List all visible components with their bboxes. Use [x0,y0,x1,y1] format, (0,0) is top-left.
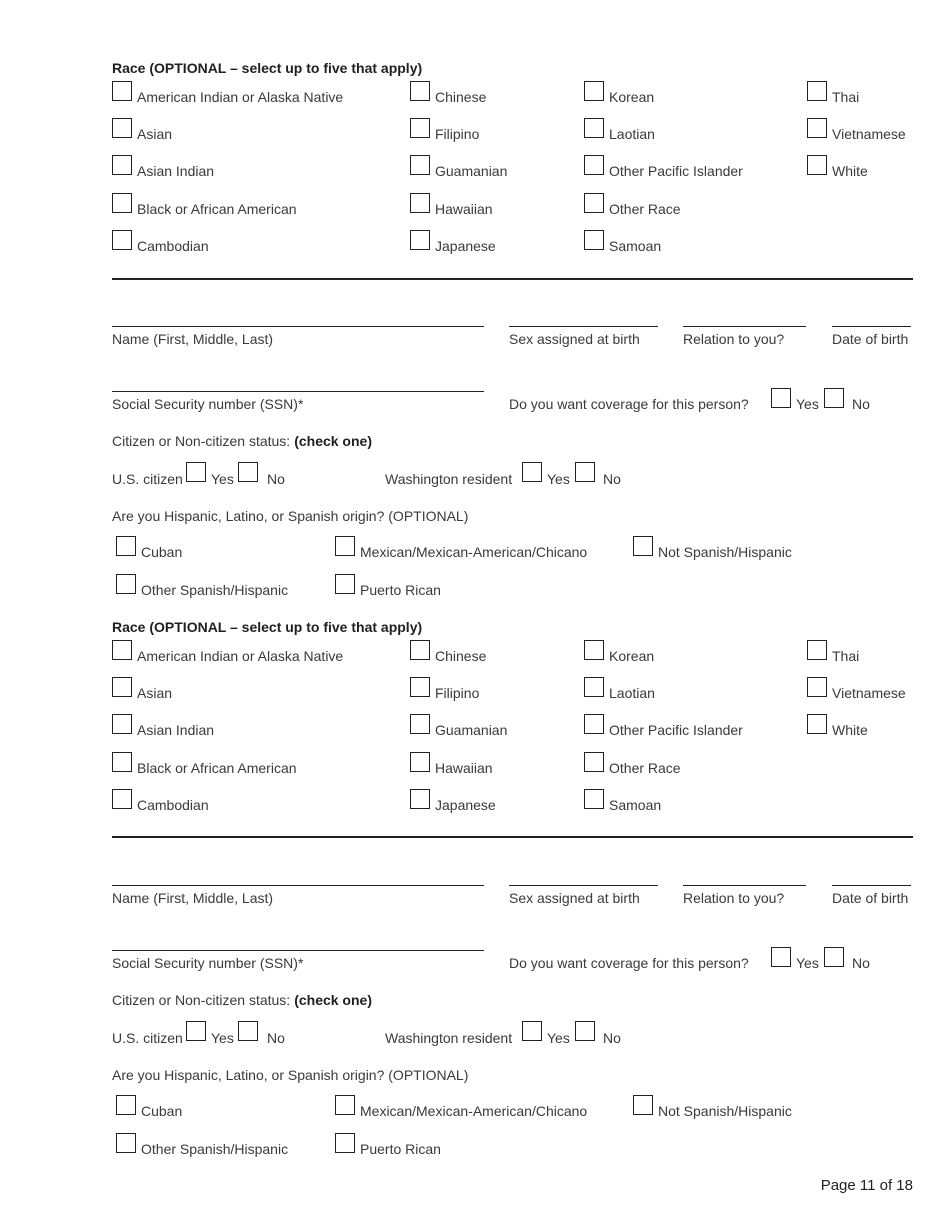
hispanic-checkbox-other-spanish-hispanic[interactable] [116,1133,136,1153]
hispanic-checkbox-puerto-rican[interactable] [335,1133,355,1153]
race-checkbox-korean[interactable] [584,640,604,660]
hispanic-label-mexican-mexican-american-chicano: Mexican/Mexican-American/Chicano [360,1103,588,1119]
race-label-other-pacific-islander: Other Pacific Islander [609,722,743,739]
race-checkbox-chinese[interactable] [410,81,430,101]
hispanic-label-other-spanish-hispanic: Other Spanish/Hispanic [141,582,289,598]
race-checkbox-samoan[interactable] [584,230,604,250]
race-label-thai: Thai [832,648,860,664]
coverage-yes-label: Yes [796,396,819,412]
race-label-hawaiian: Hawaiian [435,759,493,776]
race-label-other-race: Other Race [609,759,681,776]
citizen-status-row [112,992,372,1008]
race-label-japanese: Japanese [435,237,496,254]
race-label-chinese: Chinese [435,648,487,664]
race-checkbox-american-indian-or-alaska-native[interactable] [112,640,132,660]
sex-field[interactable] [509,326,658,327]
race-checkbox-cambodian[interactable] [112,230,132,250]
hispanic-checkbox-puerto-rican[interactable] [335,574,355,594]
race-label-white: White [832,163,868,180]
dob-label: Date of birth [832,331,909,347]
us-citizen-yes-label: Yes [211,471,234,487]
race-checkbox-hawaiian[interactable] [410,193,430,213]
us-citizen-yes-checkbox[interactable] [186,1021,206,1041]
coverage-question: Do you want coverage for this person? [509,955,749,971]
race-label-chinese: Chinese [435,89,487,105]
race-label-guamanian: Guamanian [435,722,508,739]
ssn-field[interactable] [112,950,484,951]
race-checkbox-vietnamese[interactable] [807,118,827,138]
name-label: Name (First, Middle, Last) [112,331,274,347]
race-checkbox-hawaiian[interactable] [410,752,430,772]
race-checkbox-other-race[interactable] [584,193,604,213]
race-label-black-or-african-american: Black or African American [137,759,297,776]
race-label-asian: Asian [137,126,173,143]
relation-field[interactable] [683,326,806,327]
race-checkbox-chinese[interactable] [410,640,430,660]
sex-label: Sex assigned at birth [509,331,640,347]
ssn-field[interactable] [112,391,484,392]
us-citizen-no-checkbox[interactable] [238,1021,258,1041]
hispanic-checkbox-not-spanish-hispanic[interactable] [633,1095,653,1115]
us-citizen-label: U.S. citizen [112,471,183,487]
race-checkbox-guamanian[interactable] [410,155,430,175]
page-number: Page 11 of 18 [820,1177,913,1194]
us-citizen-no-label: No [267,1030,285,1046]
race-label-black-or-african-american: Black or African American [137,200,297,217]
hispanic-checkbox-cuban[interactable] [116,536,136,556]
race-checkbox-japanese[interactable] [410,789,430,809]
race-label-asian-indian: Asian Indian [137,722,215,739]
coverage-yes-checkbox[interactable] [771,388,791,408]
hispanic-label-puerto-rican: Puerto Rican [360,1141,441,1157]
wa-resident-label: Washington resident [385,471,513,487]
wa-resident-yes-label: Yes [547,1030,570,1046]
race-label-other-pacific-islander: Other Pacific Islander [609,163,743,180]
hispanic-checkbox-mexican-mexican-american-chicano[interactable] [335,536,355,556]
citizen-status-label: Citizen or Non-citizen status: [112,433,291,449]
race-checkbox-asian[interactable] [112,118,132,138]
wa-resident-no-checkbox[interactable] [575,1021,595,1041]
race-checkbox-black-or-african-american[interactable] [112,193,132,213]
hispanic-label-other-spanish-hispanic: Other Spanish/Hispanic [141,1141,289,1157]
section-divider [112,278,913,280]
wa-resident-no-label: No [603,1030,621,1046]
race-label-asian: Asian [137,685,173,702]
race-label-white: White [832,722,868,739]
race-label-laotian: Laotian [609,685,655,702]
name-label: Name (First, Middle, Last) [112,890,274,906]
race-checkbox-asian-indian[interactable] [112,714,132,734]
race-checkbox-laotian[interactable] [584,677,604,697]
relation-label: Relation to you? [683,890,785,906]
coverage-yes-label: Yes [796,955,819,971]
race-label-guamanian: Guamanian [435,163,508,180]
race-label-samoan: Samoan [609,237,662,254]
relation-field[interactable] [683,885,806,886]
section-divider [112,836,913,838]
hispanic-checkbox-other-spanish-hispanic[interactable] [116,574,136,594]
race-checkbox-american-indian-or-alaska-native[interactable] [112,81,132,101]
wa-resident-no-checkbox[interactable] [575,462,595,482]
coverage-no-checkbox[interactable] [824,947,844,967]
hispanic-label-mexican-mexican-american-chicano: Mexican/Mexican-American/Chicano [360,544,588,560]
sex-field[interactable] [509,885,658,886]
hispanic-label-not-spanish-hispanic: Not Spanish/Hispanic [658,1103,792,1119]
us-citizen-yes-label: Yes [211,1030,234,1046]
wa-resident-yes-checkbox[interactable] [522,1021,542,1041]
coverage-question: Do you want coverage for this person? [509,396,749,412]
dob-label: Date of birth [832,890,909,906]
coverage-no-checkbox[interactable] [824,388,844,408]
ssn-label: Social Security number (SSN)* [112,396,304,412]
race-checkbox-other-pacific-islander[interactable] [584,155,604,175]
hispanic-label-not-spanish-hispanic: Not Spanish/Hispanic [658,544,792,560]
race-checkbox-guamanian[interactable] [410,714,430,734]
sex-label: Sex assigned at birth [509,890,640,906]
date-of-birth-field[interactable] [832,326,911,327]
race-label-cambodian: Cambodian [137,796,209,813]
wa-resident-label: Washington resident [385,1030,513,1046]
citizen-status-note: (check one) [294,433,372,449]
race-heading: Race (OPTIONAL – select up to five that apply) [112,60,423,76]
coverage-no-label: No [852,396,870,412]
race-heading: Race (OPTIONAL – select up to five that apply) [112,619,423,635]
race-checkbox-thai[interactable] [807,640,827,660]
race-checkbox-samoan[interactable] [584,789,604,809]
race-label-hawaiian: Hawaiian [435,200,493,217]
us-citizen-no-checkbox[interactable] [238,462,258,482]
race-label-asian-indian: Asian Indian [137,163,215,180]
race-checkbox-asian[interactable] [112,677,132,697]
name-field[interactable] [112,885,484,886]
race-label-american-indian-or-alaska-native: American Indian or Alaska Native [137,648,344,664]
race-checkbox-white[interactable] [807,714,827,734]
hispanic-label-puerto-rican: Puerto Rican [360,582,441,598]
race-label-thai: Thai [832,89,860,105]
hispanic-label-cuban: Cuban [141,544,183,560]
relation-label: Relation to you? [683,331,785,347]
race-checkbox-white[interactable] [807,155,827,175]
race-checkbox-korean[interactable] [584,81,604,101]
race-label-american-indian-or-alaska-native: American Indian or Alaska Native [137,89,344,105]
hispanic-checkbox-cuban[interactable] [116,1095,136,1115]
wa-resident-no-label: No [603,471,621,487]
hispanic-checkbox-mexican-mexican-american-chicano[interactable] [335,1095,355,1115]
race-label-laotian: Laotian [609,126,655,143]
us-citizen-no-label: No [267,471,285,487]
race-label-vietnamese: Vietnamese [832,685,906,702]
us-citizen-label: U.S. citizen [112,1030,183,1046]
hispanic-question: Are you Hispanic, Latino, or Spanish origin? (OPTIONAL) [112,1067,469,1083]
coverage-yes-checkbox[interactable] [771,947,791,967]
race-label-korean: Korean [609,89,655,105]
name-field[interactable] [112,326,484,327]
race-label-cambodian: Cambodian [137,237,209,254]
citizen-status-note: (check one) [294,992,372,1008]
race-checkbox-black-or-african-american[interactable] [112,752,132,772]
race-checkbox-filipino[interactable] [410,118,430,138]
hispanic-question: Are you Hispanic, Latino, or Spanish origin? (OPTIONAL) [112,508,469,524]
hispanic-checkbox-not-spanish-hispanic[interactable] [633,536,653,556]
race-checkbox-other-race[interactable] [584,752,604,772]
race-label-vietnamese: Vietnamese [832,126,906,143]
race-checkbox-vietnamese[interactable] [807,677,827,697]
race-checkbox-cambodian[interactable] [112,789,132,809]
race-checkbox-other-pacific-islander[interactable] [584,714,604,734]
us-citizen-yes-checkbox[interactable] [186,462,206,482]
race-label-japanese: Japanese [435,796,496,813]
coverage-no-label: No [852,955,870,971]
race-checkbox-asian-indian[interactable] [112,155,132,175]
citizen-status-label: Citizen or Non-citizen status: [112,992,291,1008]
race-label-filipino: Filipino [435,126,480,143]
race-label-other-race: Other Race [609,200,681,217]
wa-resident-yes-checkbox[interactable] [522,462,542,482]
wa-resident-yes-label: Yes [547,471,570,487]
ssn-label: Social Security number (SSN)* [112,955,304,971]
race-checkbox-filipino[interactable] [410,677,430,697]
race-checkbox-thai[interactable] [807,81,827,101]
race-label-samoan: Samoan [609,796,662,813]
date-of-birth-field[interactable] [832,885,911,886]
race-label-korean: Korean [609,648,655,664]
race-label-filipino: Filipino [435,685,480,702]
race-checkbox-japanese[interactable] [410,230,430,250]
citizen-status-row [112,433,372,449]
race-checkbox-laotian[interactable] [584,118,604,138]
hispanic-label-cuban: Cuban [141,1103,183,1119]
